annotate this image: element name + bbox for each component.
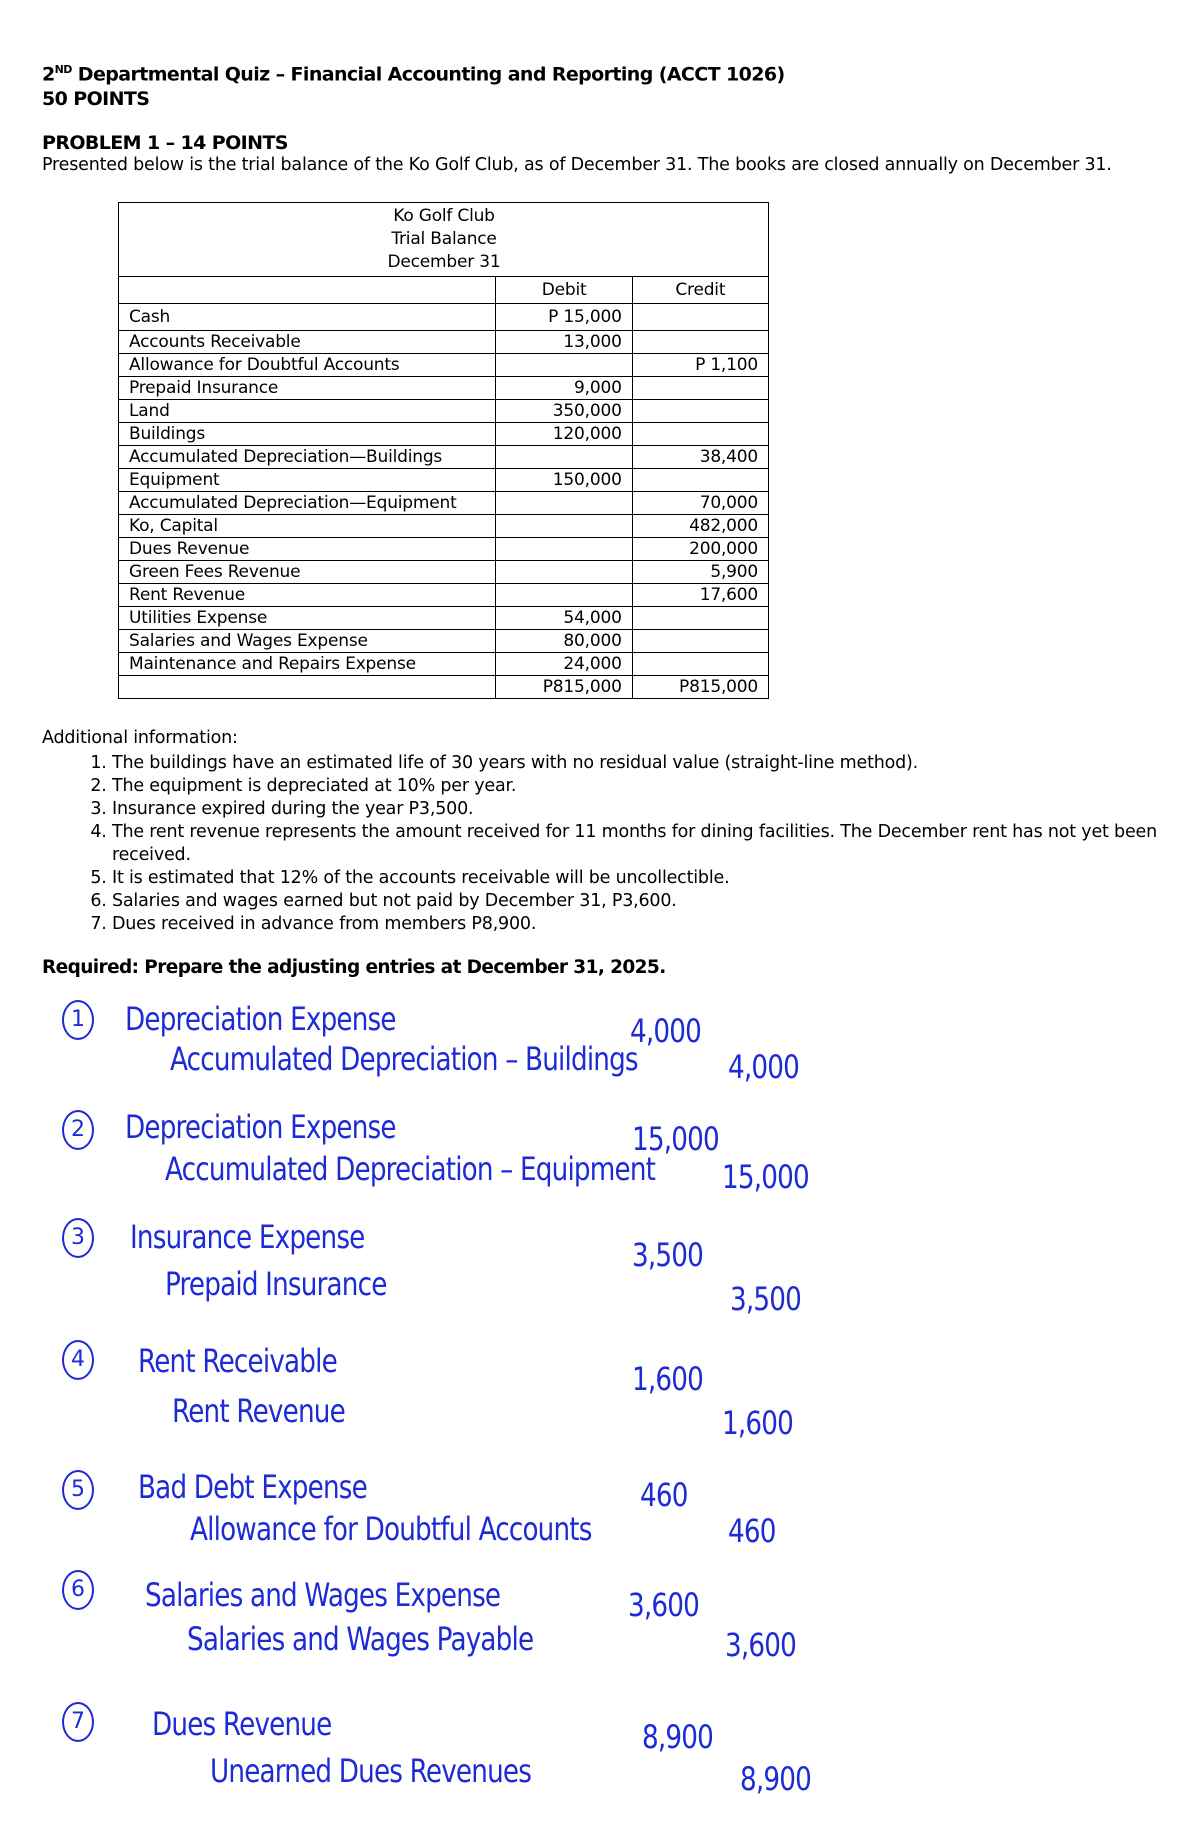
total-label-cell (119, 676, 496, 699)
cell-credit: 70,000 (632, 492, 768, 515)
entry-credit-account: Allowance for Doubtful Accounts (190, 1510, 592, 1548)
info-item: 1. The buildings have an estimated life of 30 years with no residual value (straight-line method). (112, 752, 1200, 775)
entry-debit-amount: 8,900 (642, 1718, 714, 1756)
entry-debit-amount: 1,600 (632, 1360, 704, 1398)
quiz-title-sup: ND (54, 63, 72, 76)
cell-debit (496, 515, 632, 538)
trial-balance-table (118, 202, 769, 699)
entry-number-badge: 1 (62, 1000, 94, 1040)
entry-debit-account: Salaries and Wages Expense (145, 1576, 501, 1614)
entry-debit-amount: 3,500 (632, 1236, 704, 1274)
entry-debit-amount: 3,600 (628, 1586, 700, 1624)
info-item: 5. It is estimated that 12% of the accounts receivable will be uncollectible. (112, 867, 1200, 890)
cell-debit (496, 446, 632, 469)
entry-debit-amount: 460 (640, 1476, 688, 1514)
entry-credit-account: Salaries and Wages Payable (187, 1620, 534, 1658)
cell-account: Green Fees Revenue (119, 561, 496, 584)
account-header-cell (119, 277, 496, 304)
cell-credit (632, 469, 768, 492)
entry-number-badge: 7 (62, 1702, 94, 1742)
total-credit: P815,000 (632, 676, 768, 699)
cell-account: Utilities Expense (119, 607, 496, 630)
table-row (119, 354, 769, 377)
cell-account: Buildings (119, 423, 496, 446)
cell-account: Cash (119, 304, 496, 331)
additional-info-label: Additional information: (42, 728, 238, 748)
cell-debit (496, 538, 632, 561)
entry-credit-amount: 4,000 (728, 1048, 800, 1086)
entry-credit-amount: 460 (728, 1512, 776, 1550)
quiz-title-prefix: 2 (42, 63, 55, 86)
entry-credit-account: Rent Revenue (172, 1392, 345, 1430)
table-row (119, 304, 769, 331)
problem-heading: PROBLEM 1 – 14 POINTS (42, 132, 288, 154)
table-row (119, 653, 769, 676)
entry-credit-account: Accumulated Depreciation – Buildings (170, 1040, 638, 1078)
table-row (119, 331, 769, 354)
cell-credit: P 1,100 (632, 354, 768, 377)
cell-account: Maintenance and Repairs Expense (119, 653, 496, 676)
title-line-date: December 31 (387, 252, 501, 272)
title-line-statement: Trial Balance (391, 229, 497, 249)
cell-debit: 24,000 (496, 653, 632, 676)
table-row (119, 584, 769, 607)
total-row (119, 676, 769, 699)
entry-debit-account: Insurance Expense (130, 1218, 365, 1256)
table-row (119, 630, 769, 653)
entry-credit-amount: 3,500 (730, 1280, 802, 1318)
required-instruction: Required: Prepare the adjusting entries at December 31, 2025. (42, 957, 666, 978)
cell-account: Ko, Capital (119, 515, 496, 538)
table-row (119, 377, 769, 400)
cell-account: Accumulated Depreciation—Buildings (119, 446, 496, 469)
entry-number-badge: 3 (62, 1218, 94, 1258)
additional-info-list (72, 752, 1200, 936)
cell-credit: 482,000 (632, 515, 768, 538)
problem-intro: Presented below is the trial balance of the Ko Golf Club, as of December 31. The books are closed annually on December 31. (42, 155, 1112, 175)
cell-debit: 13,000 (496, 331, 632, 354)
cell-debit: 9,000 (496, 377, 632, 400)
cell-debit (496, 561, 632, 584)
entry-credit-amount: 1,600 (722, 1404, 794, 1442)
table-row (119, 469, 769, 492)
info-item: 6. Salaries and wages earned but not paid by December 31, P3,600. (112, 890, 1200, 913)
entry-debit-account: Rent Receivable (138, 1342, 337, 1380)
info-item: 7. Dues received in advance from members P8,900. (112, 913, 1200, 936)
cell-debit: 350,000 (496, 400, 632, 423)
quiz-title (42, 63, 785, 85)
entry-number-badge: 2 (62, 1110, 94, 1150)
total-debit: P815,000 (496, 676, 632, 699)
info-item: 4. The rent revenue represents the amount received for 11 months for dining facilities. The December rent has not yet been received. (112, 821, 1200, 867)
cell-credit (632, 653, 768, 676)
total-points: 50 POINTS (42, 88, 150, 110)
quiz-title-rest: Departmental Quiz – Financial Accounting and Reporting (ACCT 1026) (71, 63, 785, 86)
cell-credit: 17,600 (632, 584, 768, 607)
cell-account: Salaries and Wages Expense (119, 630, 496, 653)
entry-credit-account: Prepaid Insurance (165, 1265, 387, 1303)
debit-header: Debit (496, 277, 632, 304)
cell-debit: 80,000 (496, 630, 632, 653)
entry-debit-account: Depreciation Expense (125, 1108, 396, 1146)
cell-credit (632, 630, 768, 653)
trial-balance-body (119, 304, 769, 676)
entry-number-badge: 6 (62, 1570, 94, 1610)
entry-debit-amount: 4,000 (630, 1012, 702, 1050)
cell-credit: 5,900 (632, 561, 768, 584)
cell-credit (632, 331, 768, 354)
cell-debit (496, 354, 632, 377)
entry-credit-amount: 3,600 (725, 1626, 797, 1664)
table-row (119, 423, 769, 446)
entry-credit-amount: 8,900 (740, 1760, 812, 1798)
info-item: 3. Insurance expired during the year P3,500. (112, 798, 1200, 821)
info-item: 2. The equipment is depreciated at 10% per year. (112, 775, 1200, 798)
entry-credit-account: Accumulated Depreciation – Equipment (165, 1150, 656, 1188)
entry-debit-account: Bad Debt Expense (138, 1468, 367, 1506)
entry-debit-account: Dues Revenue (152, 1705, 332, 1743)
table-row (119, 492, 769, 515)
cell-account: Equipment (119, 469, 496, 492)
cell-account: Accumulated Depreciation—Equipment (119, 492, 496, 515)
table-row (119, 538, 769, 561)
credit-header: Credit (632, 277, 768, 304)
cell-account: Accounts Receivable (119, 331, 496, 354)
cell-debit (496, 492, 632, 515)
cell-credit (632, 423, 768, 446)
entry-number-badge: 5 (62, 1470, 94, 1510)
entry-debit-amount: 15,000 (632, 1120, 719, 1158)
table-row (119, 561, 769, 584)
title-line-company: Ko Golf Club (393, 206, 495, 226)
table-row (119, 515, 769, 538)
entry-number-badge: 4 (62, 1340, 94, 1380)
cell-credit (632, 400, 768, 423)
cell-debit: P 15,000 (496, 304, 632, 331)
trial-balance-title (119, 203, 769, 277)
cell-account: Dues Revenue (119, 538, 496, 561)
cell-debit: 54,000 (496, 607, 632, 630)
cell-credit: 38,400 (632, 446, 768, 469)
cell-account: Rent Revenue (119, 584, 496, 607)
table-row (119, 400, 769, 423)
trial-balance-title-row (119, 203, 769, 277)
entry-debit-account: Depreciation Expense (125, 1000, 396, 1038)
cell-debit (496, 584, 632, 607)
table-row (119, 607, 769, 630)
cell-credit (632, 377, 768, 400)
cell-credit (632, 607, 768, 630)
cell-credit (632, 304, 768, 331)
cell-account: Land (119, 400, 496, 423)
table-row (119, 446, 769, 469)
cell-account: Allowance for Doubtful Accounts (119, 354, 496, 377)
entry-credit-amount: 15,000 (722, 1158, 809, 1196)
cell-debit: 150,000 (496, 469, 632, 492)
cell-debit: 120,000 (496, 423, 632, 446)
cell-credit: 200,000 (632, 538, 768, 561)
entry-credit-account: Unearned Dues Revenues (210, 1752, 532, 1790)
column-header-row (119, 277, 769, 304)
cell-account: Prepaid Insurance (119, 377, 496, 400)
